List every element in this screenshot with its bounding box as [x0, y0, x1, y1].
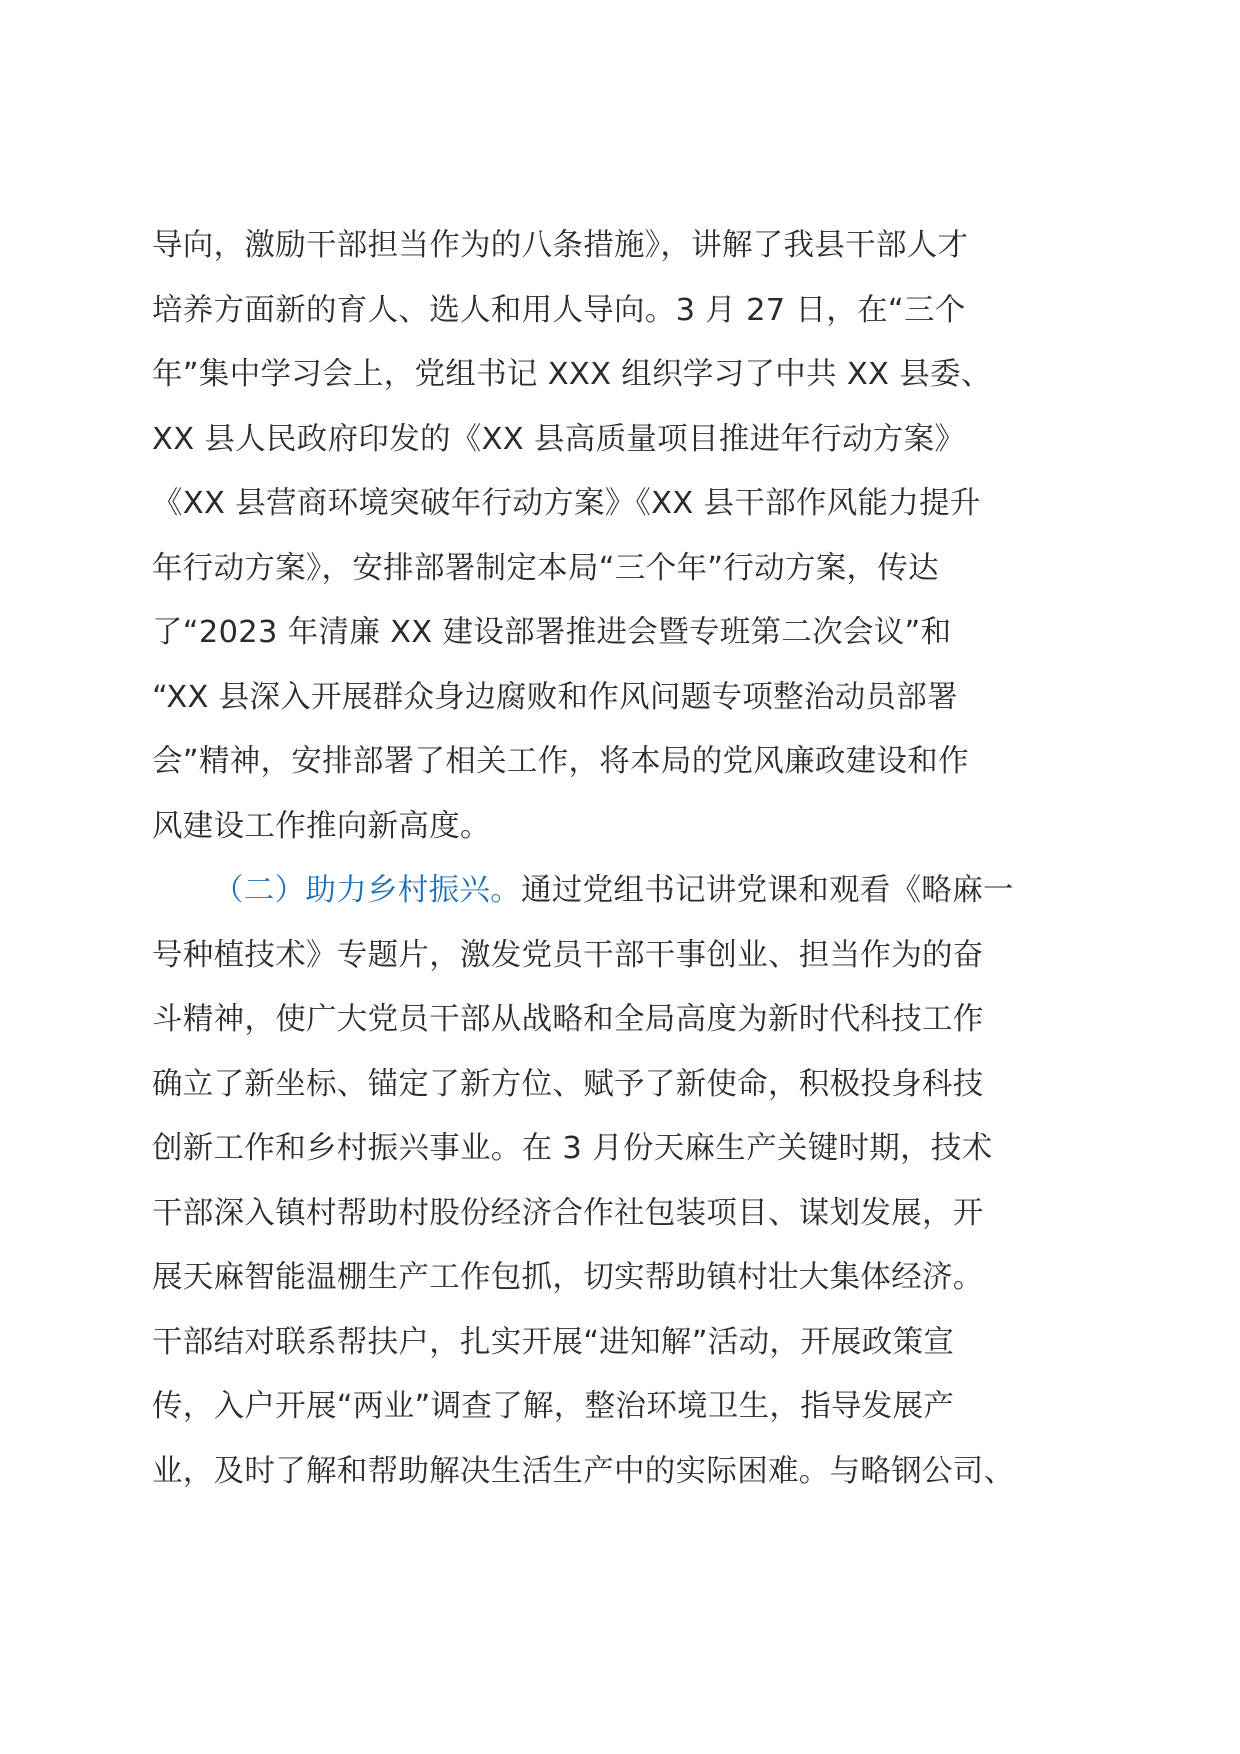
paragraph-line: 号种植技术》专题片，激发党员干部干事创业、担当作为的奋 — [152, 937, 984, 973]
paragraph-line: 导向，激励干部担当作为的八条措施》，讲解了我县干部人才 — [152, 228, 969, 263]
paragraph-line: 了“2023 年清廉 XX 建设部署推进会暨专班第二次会议”和 — [152, 615, 952, 650]
paragraph-line: XX 县人民政府印发的《XX 县高质量项目推进年行动方案》 — [152, 421, 966, 457]
paragraph-line: 培养方面新的育人、选人和用人导向。3 月 27 日，在“三个 — [152, 292, 966, 328]
paragraph-line: 会”精神，安排部署了相关工作，将本局的党风廉政建设和作 — [152, 744, 969, 779]
paragraph-line: 斗精神，使广大党员干部从战略和全局高度为新时代科技工作 — [152, 1002, 984, 1037]
paragraph-line: 年”集中学习会上，党组书记 XXX 组织学习了中共 XX 县委、 — [152, 357, 992, 392]
paragraph-line: 传，入户开展“两业”调查了解，整治环境卫生，指导发展产 — [152, 1389, 955, 1424]
paragraph-line: 年行动方案》，安排部署制定本局“三个年”行动方案，传达 — [152, 550, 939, 586]
paragraph-line: 《XX 县营商环境突破年行动方案》《XX 县干部作风能力提升 — [152, 486, 981, 521]
section-heading: （二）助力乡村振兴。 — [213, 873, 521, 908]
section-first-line-text: 通过党组书记讲党课和观看《略麻一 — [521, 873, 1014, 908]
paragraph-line: 干部深入镇村帮助村股份经济合作社包装项目、谋划发展，开 — [152, 1195, 984, 1231]
paragraph-line: “XX 县深入开展群众身边腐败和作风问题专项整治动员部署 — [152, 679, 958, 715]
paragraph-line: 风建设工作推向新高度。 — [152, 808, 491, 844]
paragraph-line: 展天麻智能温棚生产工作包抓，切实帮助镇村壮大集体经济。 — [152, 1260, 984, 1295]
paragraph-line: 确立了新坐标、锚定了新方位、赋予了新使命，积极投身科技 — [152, 1066, 984, 1102]
paragraph-line: 干部结对联系帮扶户，扎实开展“进知解”活动，开展政策宣 — [152, 1324, 955, 1360]
paragraph-line: 业，及时了解和帮助解决生活生产中的实际困难。与略钢公司、 — [152, 1453, 1015, 1489]
section-first-line — [152, 859, 1082, 924]
paragraph-line: 创新工作和乡村振兴事业。在 3 月份天麻生产关键时期，技术 — [152, 1131, 993, 1166]
document-body — [152, 214, 1082, 1504]
